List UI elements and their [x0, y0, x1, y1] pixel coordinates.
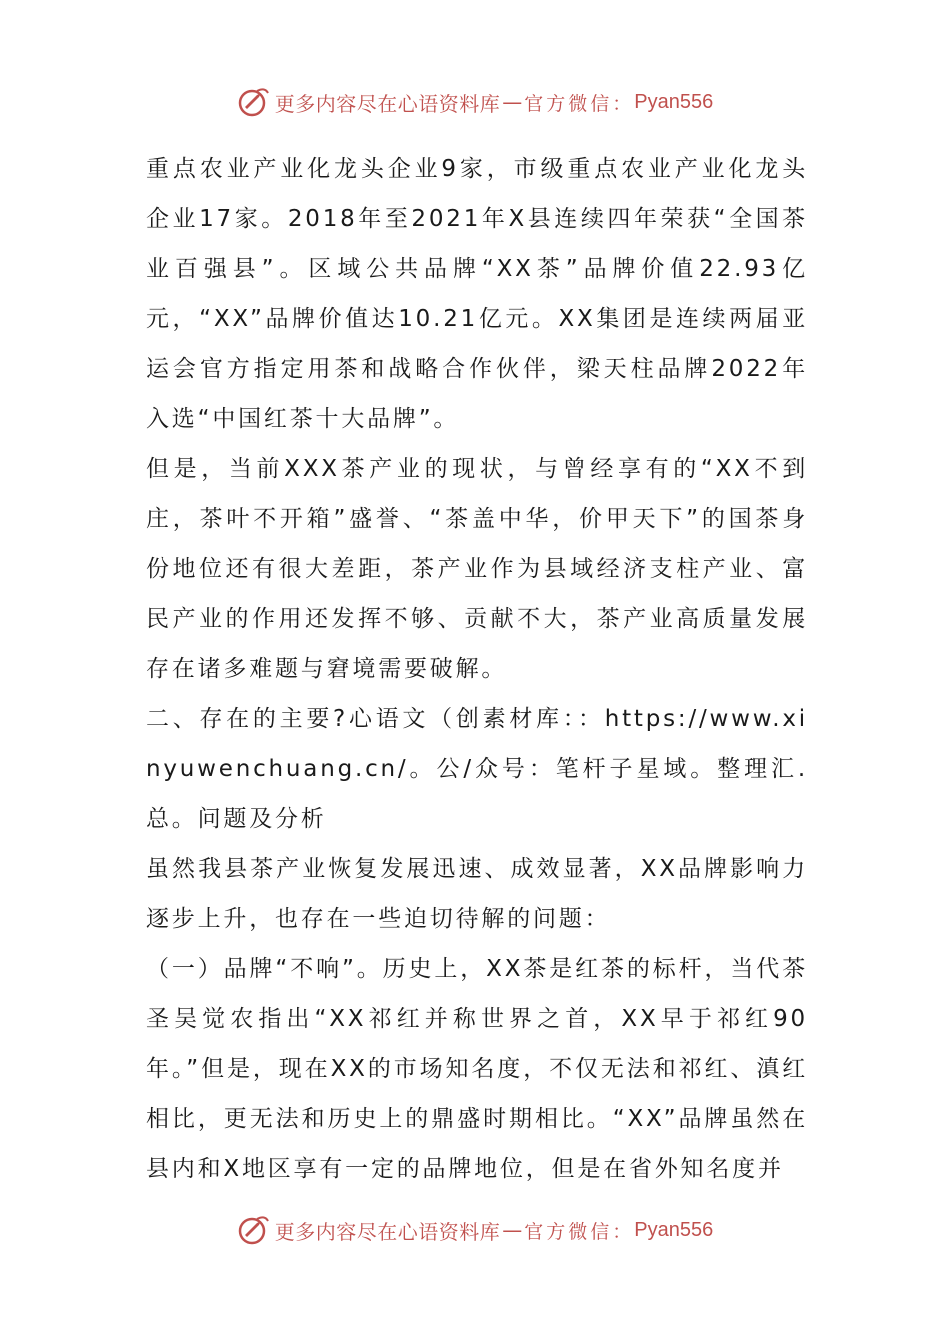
- banner-wechat-label: 官方微信：: [524, 1220, 635, 1243]
- banner-wechat-id: Pyan556: [634, 90, 714, 113]
- paragraph-2: 但是，当前XXX茶产业的现状，与曾经享有的“XX不到庄，茶叶不开箱”盛誉、“茶盖中华，价甲天下”的国茶身份地位还有很大差距，茶产业作为县域经济支柱产业、富民产业的作用还发挥不够、贡献不大，茶产业高质量发展存在诸多难题与窘境需要破解。: [146, 456, 808, 682]
- header-banner: [0, 82, 950, 122]
- banner-wechat-id: Pyan556: [634, 1218, 714, 1241]
- paragraph-3: 虽然我县茶产业恢复发展迅速、成效显著，XX品牌影响力逐步上升，也存在一些迫切待解的问题：: [146, 856, 808, 932]
- document-body: [146, 144, 808, 1194]
- banner-main-text: 更多内容尽在心语资料库: [274, 1219, 501, 1244]
- footer-banner: [0, 1210, 950, 1250]
- paragraph-4: （一）品牌“不响”。历史上，XX茶是红茶的标杆，当代茶圣吴觉农指出“XX祁红并称世界之首，XX早于祁红90年。”但是，现在XX的市场知名度，不仅无法和祁红、滇红相比，更无法和历史上的鼎盛时期相比。“XX”品牌虽然在县内和X地区享有一定的品牌地位，但是在省外知名度并: [146, 956, 808, 1182]
- pen-circle-icon: [237, 85, 271, 119]
- paragraph-1: 重点农业产业化龙头企业9家，市级重点农业产业化龙头企业17家。2018年至2021年X县连续四年荣获“全国茶业百强县”。区域公共品牌“XX茶”品牌价值22.93亿元，“XX”品牌价值达10.21亿元。XX集团是连续两届亚运会官方指定用茶和战略合作伙伴，梁天柱品牌2022年入选“中国红茶十大品牌”。: [146, 156, 808, 432]
- section-heading: 二、存在的主要?心语文（创素材库：：https://www.xinyuwenchuang.cn/。公/众号：笔杆子星域。整理汇.总。问题及分析: [146, 706, 808, 832]
- banner-separator: —: [502, 90, 523, 114]
- banner-separator: —: [502, 1218, 523, 1242]
- pen-circle-icon: [237, 1213, 271, 1247]
- banner-wechat-label: 官方微信：: [524, 92, 635, 115]
- banner-main-text: 更多内容尽在心语资料库: [274, 91, 501, 116]
